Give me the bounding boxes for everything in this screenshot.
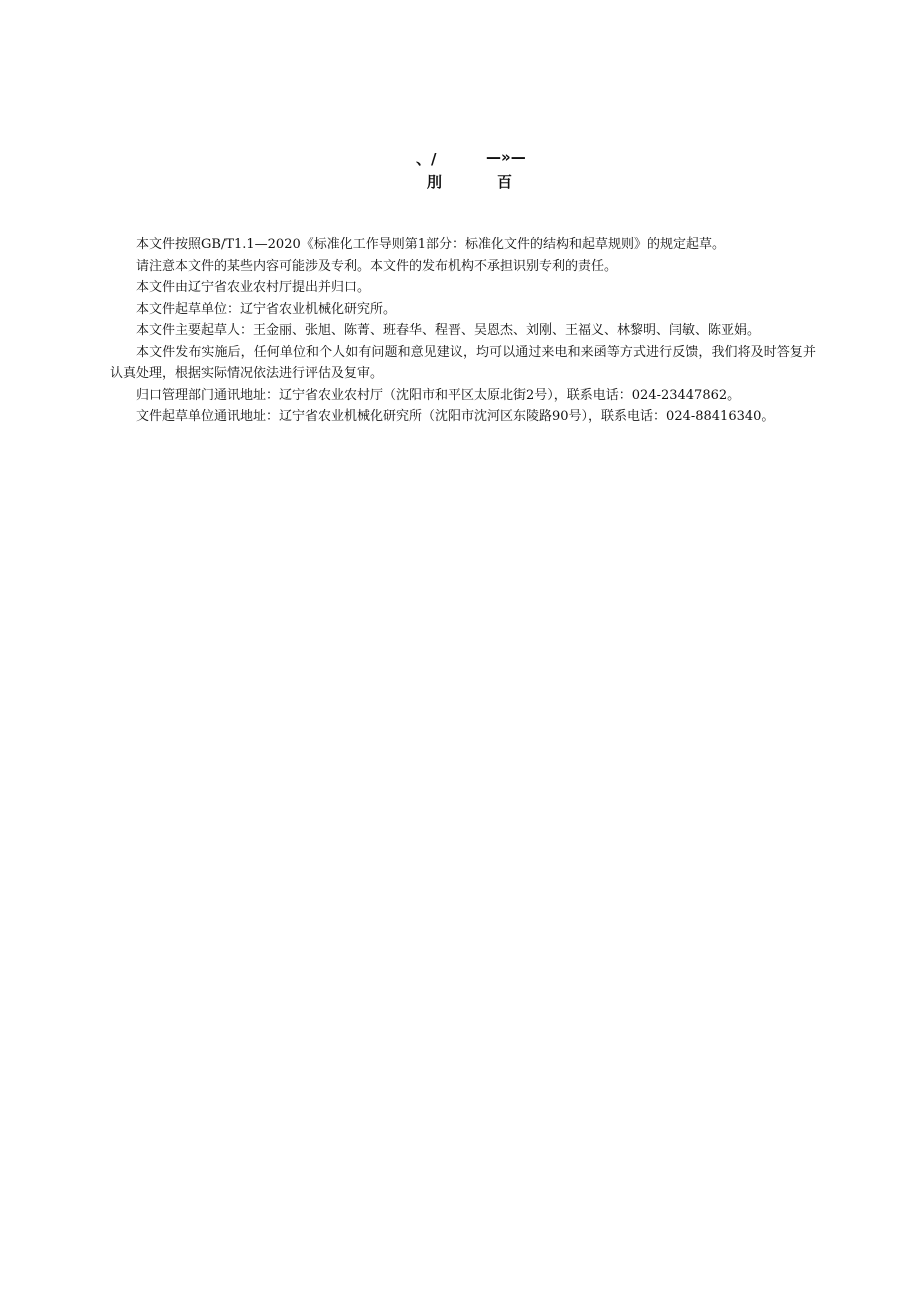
paragraph-proposer: 本文件由辽宁省农业农村厅提出并归口。 xyxy=(136,280,371,295)
paragraph-drafting-rules: 本文件按照GB/T1.1—2020《标准化工作导则第1部分：标准化文件的结构和起草规则》的规定起草。 xyxy=(136,237,726,252)
document-body xyxy=(110,234,816,428)
page-title-char-1: 刖 xyxy=(427,173,443,191)
paragraph-drafters: 本文件主要起草人：王金丽、张旭、陈菁、班春华、程晋、吴恩杰、刘刚、王福义、林黎明、闫敏、陈亚娟。 xyxy=(136,323,761,338)
paragraph-drafting-unit: 本文件起草单位：辽宁省农业机械化研究所。 xyxy=(136,301,397,317)
heading-mark-left: 、/ xyxy=(416,150,437,168)
paragraph-authority-address: 归口管理部门通讯地址：辽宁省农业农村厅（沈阳市和平区太原北街2号），联系电话：024-23447862。 xyxy=(136,387,741,403)
paragraph-feedback: 本文件发布实施后，任何单位和个人如有问题和意见建议，均可以通过来电和来函等方式进行反馈，我们将及时答复并认真处理，根据实际情况依法进行评估及复审。 xyxy=(110,344,816,381)
heading-mark-right: —»— xyxy=(486,148,526,166)
page-title xyxy=(0,171,920,193)
paragraph-patent-notice: 请注意本文件的某些内容可能涉及专利。本文件的发布机构不承担识别专利的责任。 xyxy=(136,258,618,274)
heading-decoration xyxy=(0,148,920,170)
page-title-char-2: 百 xyxy=(497,173,513,191)
paragraph-drafter-address: 文件起草单位通讯地址：辽宁省农业机械化研究所（沈阳市沈河区东陵路90号），联系电话：024-88416340。 xyxy=(136,409,775,424)
